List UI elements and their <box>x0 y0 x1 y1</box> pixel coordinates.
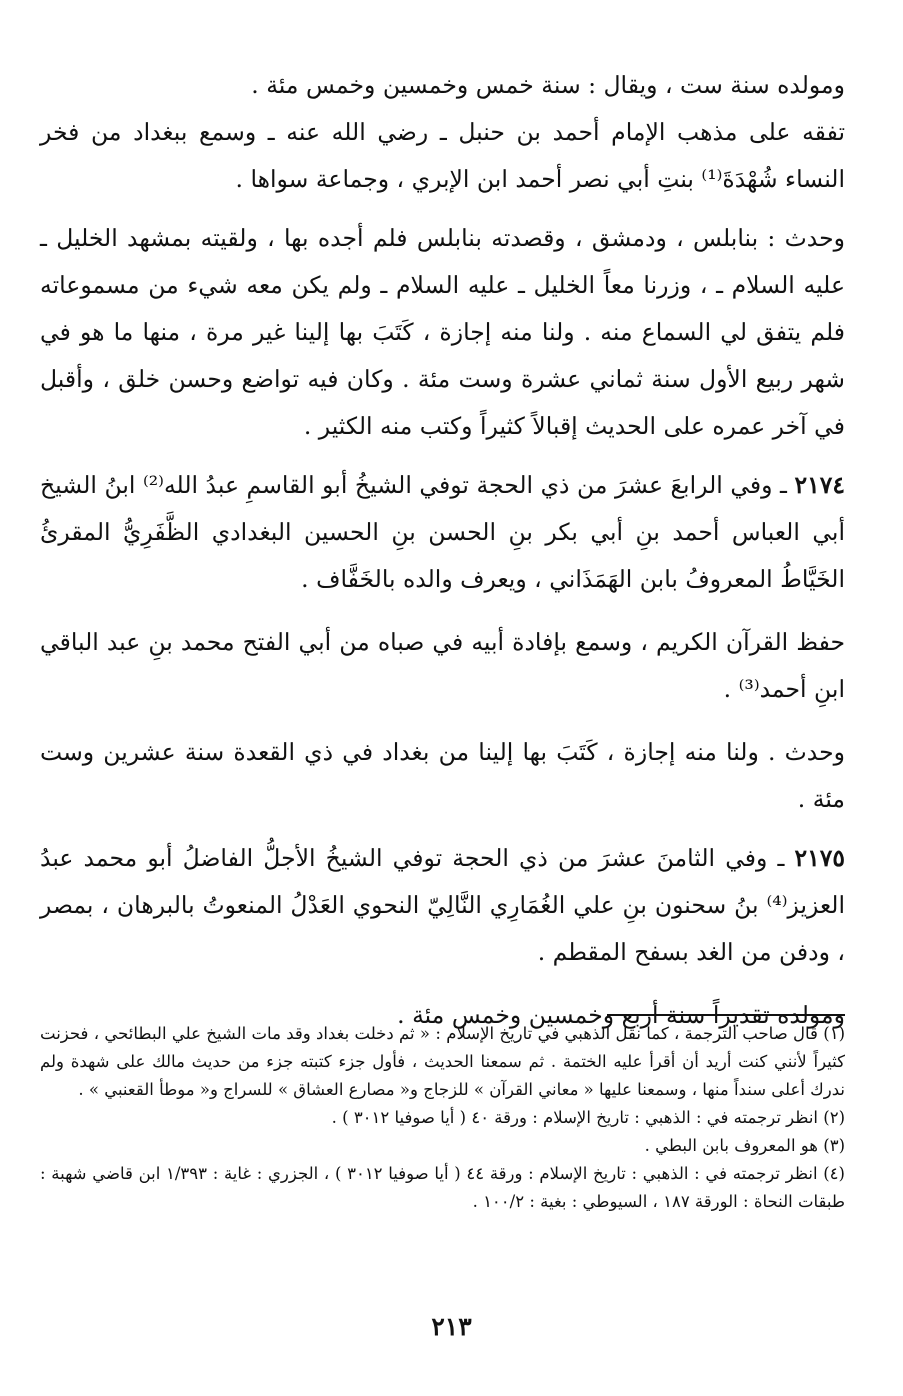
entry-2174 <box>40 462 845 603</box>
footnote-divider <box>607 1014 845 1016</box>
entry-number: ٢١٧٤ <box>794 471 845 499</box>
footnote-3: (٣) هو المعروف بابن البطي . <box>644 1136 845 1155</box>
paragraph-ijaza: وحدث . ولنا منه إجازة ، كَتَبَ بها إلينا من بغداد في ذي القعدة سنة عشرين وست مئة . <box>40 738 845 813</box>
footnote-1: (١) قال صاحب الترجمة ، كما نقل الذهبي في تاريخ الإسلام : « ثم دخلت بغداد وقد مات الشيخ علي البطائحي ، فحزنت كثيراً لأنني كنت أريد أن أقرأ عليه الختمة . ثم سمعنا الحديث ، فأول جزء كتبته جزء من حديث مالك على شهدة ولم ندرك أعلى سنداً منها ، وسمعنا عليها « معاني القرآن » للزجاج و« مصارع العشاق » للسراج و« موطأ القعنبي » . <box>40 1024 845 1099</box>
footnotes <box>40 1020 845 1216</box>
paragraph-studies: تفقه على مذهب الإمام أحمد بن حنبل ـ رضي الله عنه ـ وسمع ببغداد من فخر النساء شُهْدَةَ⁽¹⁾ بنتِ أبي نصر أحمد ابن الإبري ، وجماعة سواها . <box>40 118 845 193</box>
entry-2175 <box>40 835 845 976</box>
paragraph-narration: وحدث : بنابلس ، ودمشق ، وقصدته بنابلس فلم أجده بها ، ولقيته بمشهد الخليل ـ عليه السلام ـ ، وزرنا معاً الخليل ـ عليه السلام ـ ولم يكن معه شيء من مسموعاته فلم يتفق لي السماع منه . ولنا منه إجازة ، كَتَبَ بها إلينا غير مرة ، منها ما هو في شهر ربيع الأول سنة ثماني عشرة وست مئة . وكان فيه تواضع وحسن خلق ، وأقبل في آخر عمره على الحديث إقبالاً كثيراً وكتب منه الكثير . <box>40 224 845 440</box>
entry-number: ٢١٧٥ <box>794 844 845 872</box>
main-text <box>40 62 845 1039</box>
paragraph-birth-year: ومولده سنة ست ، ويقال : سنة خمس وخمسين وخمس مئة . <box>251 71 845 99</box>
paragraph-quran: حفظ القرآن الكريم ، وسمع بإفادة أبيه في صباه من أبي الفتح محمد بنِ عبد الباقي ابنِ أحمد⁽³⁾ . <box>40 628 845 703</box>
footnote-2: (٢) انظر ترجمته في : الذهبي : تاريخ الإسلام : ورقة ٤٠ ( أيا صوفيا ٣٠١٢ ) . <box>331 1108 845 1127</box>
paragraph-birth-estimate: ومولده تقديراً سنة أربع وخمسين وخمس مئة . <box>397 1001 845 1029</box>
entry-text: ـ وفي الثامنَ عشرَ من ذي الحجة توفي الشيخُ الأجلُّ الفاضلُ أبو محمد عبدُ العزيز⁽⁴⁾ بنُ سحنون بنِ علي الغُمَارِي النَّالِيّ النحوي العَدْلُ المنعوتُ بالبرهان ، بمصر ، ودفن من الغد بسفح المقطم . <box>40 844 845 966</box>
footnote-4: (٤) انظر ترجمته في : الذهبي : تاريخ الإسلام : ورقة ٤٤ ( أيا صوفيا ٣٠١٢ ) ، الجزري : غاية : ١/٣٩٣ ابن قاضي شهبة : طبقات النحاة : الورقة ١٨٧ ، السيوطي : بغية : ١٠٠/٢ . <box>40 1164 845 1211</box>
entry-text: ـ وفي الرابعَ عشرَ من ذي الحجة توفي الشيخُ أبو القاسمِ عبدُ الله⁽²⁾ ابنُ الشيخ أبي العباس أحمد بنِ أبي بكر بنِ الحسن بنِ الحسين البغدادي الظَّفَرِيُّ المقرئُ الخَيَّاطُ المعروفُ بابن الهَمَذَاني ، ويعرف والده بالخَفَّاف . <box>40 471 845 593</box>
page-number: ٢١٣ <box>431 1312 472 1341</box>
